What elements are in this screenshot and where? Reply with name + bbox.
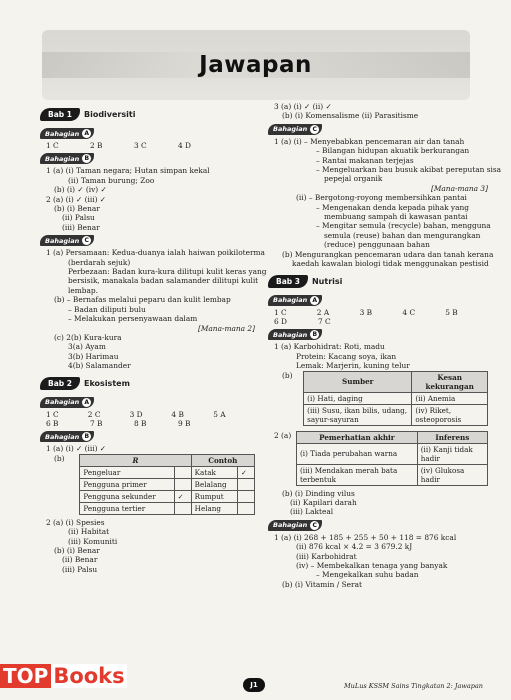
section-label [268, 295, 322, 306]
mc-answer: 7 B [90, 418, 103, 428]
answer-line: (b) – Bernafas melalui peparu dan kulit lembap [54, 295, 231, 305]
table-cell: (i) Tiada perubahan warna [297, 443, 418, 464]
table-header: R [80, 454, 191, 466]
answer-line: – Rantai makanan terjejas [316, 155, 414, 165]
mc-answer: 1 C [46, 141, 59, 150]
table-check [174, 466, 191, 478]
table-cell: (iv) Glukosa hadir [417, 464, 487, 485]
chapter-heading [268, 275, 342, 288]
section-letter: B [82, 154, 91, 163]
mc-answer: 2 B [90, 141, 103, 150]
answer-line: 1 (a) Karbohidrat: Roti, madu [274, 342, 385, 352]
answer-label: (b) [54, 453, 65, 463]
page-title: Jawapan [199, 52, 312, 78]
answer-line: – Bilangan hidupan akuatik berkurangan [316, 146, 470, 156]
section-label [268, 329, 322, 340]
left-column [40, 102, 267, 574]
answer-line: 2 (a) (i) Spesies [46, 517, 105, 527]
table-check [174, 478, 191, 490]
answer-line: 1 (a) (i) – Menyebabkan pencemaran air dan tanah [274, 136, 465, 146]
mc-answer: 3 D [129, 409, 143, 419]
answer-line: (ii) – Bergotong-royong membersihkan pantai [296, 193, 467, 203]
answer-line: (ii) Habitat [68, 527, 110, 537]
answer-line: (ii) Kapilari darah [290, 497, 357, 507]
mc-answer: 4 D [178, 141, 191, 150]
table-check [238, 502, 255, 514]
table-block [268, 431, 488, 486]
answer-line: 3(b) Harimau [68, 351, 119, 361]
answer-line: (ii) Benar [62, 555, 98, 565]
section-label-text: Bahagian [45, 236, 80, 245]
section-letter: C [82, 236, 91, 245]
table-cell: (ii) Anemia [412, 392, 488, 404]
table-cell: Katak [191, 466, 237, 478]
mc-answer: 5 A [213, 409, 226, 419]
section-letter: B [82, 432, 91, 441]
answer-line: (b) (i) Komensalisme (ii) Parasitisme [282, 111, 419, 121]
table-cell: (i) Hati, daging [304, 392, 412, 404]
section-label-text: Bahagian [45, 432, 80, 441]
section-letter: A [82, 129, 91, 138]
chapter-tag: Bab 3 [268, 275, 308, 288]
mc-answer: 6 D [274, 316, 287, 326]
logo-top: TOP [0, 664, 51, 688]
section-label-text: Bahagian [45, 129, 80, 138]
answer-label: (b) [282, 370, 293, 380]
table-cell: (iii) Susu, ikan bilis, udang, sayur-sayuran [304, 404, 412, 425]
answer-line: – Mengeluarkan bau busuk akibat pereputan sisa [316, 165, 502, 175]
answer-line: (b) (i) ✓ (iv) ✓ [54, 185, 107, 195]
answer-line: membuang sampah di kawasan pantai [324, 212, 468, 222]
chapter-title: Ekosistem [83, 378, 130, 388]
table-block [40, 454, 255, 515]
table-check [238, 478, 255, 490]
chapter-heading [40, 108, 135, 121]
answer-line: (ii) Taman burung; Zoo [68, 175, 155, 185]
answer-line: (b) (i) Vitamin / Serat [282, 579, 362, 589]
answer-line: (iv) – Membekalkan tenaga yang banyak [296, 560, 448, 570]
table-row [80, 478, 255, 490]
table-cell: Belalang [191, 478, 237, 490]
food-chain-table [79, 454, 255, 515]
answer-line: bersisik, manakala badan salamander dilitupi kulit [68, 276, 259, 286]
table-cell: Rumput [191, 490, 237, 502]
answer-line: 1 (a) (i) 268 + 185 + 255 + 50 + 118 = 876 kcal [274, 532, 457, 542]
answer-line: (iii) Karbohidrat [296, 551, 357, 561]
answer-line: (b) (i) Benar [54, 204, 100, 214]
answer-note: [Mana-mana 2] [197, 323, 255, 333]
table-header: Inferens [417, 431, 487, 443]
answer-line: (berdarah sejuk) [68, 257, 131, 267]
section-label [40, 397, 94, 408]
table-cell: Pengguna sekunder [80, 490, 174, 502]
answer-note: [Mana-mana 3] [430, 183, 488, 193]
mc-answer: 9 B [178, 418, 191, 428]
mc-answers [40, 141, 255, 150]
mc-answer: 4 B [171, 409, 184, 419]
section-label [40, 431, 94, 442]
table-cell: Pengeluar [80, 466, 174, 478]
answer-line: 2 (a) (i) ✓ (iii) ✓ [46, 194, 106, 204]
mc-answers [268, 317, 488, 326]
section-letter: C [310, 521, 319, 530]
answer-line: (iii) Lakteal [290, 507, 334, 517]
right-column [268, 102, 502, 589]
answer-line: – Badan diliputi bulu [68, 304, 146, 314]
answer-line: – Mengenakan denda kepada pihak yang [316, 202, 469, 212]
page-number: J1 [243, 678, 265, 692]
answer-line: – Melakukan persenyawaan dalam [68, 314, 198, 324]
answer-line: kaedah kawalan biologi tidak menggunakan pestisid [292, 259, 489, 269]
table-row [297, 464, 488, 485]
mc-answer: 2 C [87, 409, 101, 419]
mc-answer: 8 B [134, 418, 147, 428]
table-cell: Pengguna primer [80, 478, 174, 490]
table-row [304, 404, 488, 425]
section-label [40, 153, 94, 164]
answer-line: (iii) Benar [62, 222, 100, 232]
nutrient-table [303, 371, 488, 426]
mc-answer: 5 B [445, 307, 458, 317]
table-check [174, 502, 191, 514]
table-header: Kesan kekurangan [412, 371, 488, 392]
answer-line: – Mengitar semula (recycle) bahan, mengguna [316, 221, 491, 231]
table-cell: Helang [191, 502, 237, 514]
table-check: ✓ [174, 490, 191, 502]
answer-line: (b) (i) Dinding vilus [282, 488, 355, 498]
mc-answer: 3 C [134, 141, 147, 150]
mc-answer: 6 B [46, 418, 59, 428]
answer-line: semula (reuse) bahan dan mengurangkan [324, 230, 481, 240]
section-label-text: Bahagian [45, 154, 80, 163]
answer-line: (ii) Palsu [62, 213, 95, 223]
answer-line: – Mengekalkan suhu badan [316, 570, 419, 580]
table-row [304, 392, 488, 404]
section-letter: C [310, 125, 319, 134]
mc-answers [40, 410, 255, 419]
answer-line: 3 (a) (i) ✓ (ii) ✓ [274, 102, 332, 111]
chapter-heading [40, 377, 130, 390]
answer-line: (reduce) penggunaan bahan [324, 240, 430, 250]
answer-line: (b) (i) Benar [54, 545, 100, 555]
section-label [40, 128, 94, 139]
answer-line: lembap. [68, 285, 98, 295]
table-row [297, 443, 488, 464]
answer-line: 1 (a) (i) ✓ (iii) ✓ [46, 444, 106, 454]
mc-answers [268, 308, 488, 317]
answer-line: 3(a) Ayam [68, 342, 106, 352]
answer-line: 1 (a) Persamaan: Kedua-duanya ialah haiwan poikiloterma [46, 248, 265, 258]
table-header: Sumber [304, 371, 412, 392]
table-header: Contoh [191, 454, 254, 466]
observation-table [296, 431, 488, 486]
answer-line: 1 (a) (i) Taman negara; Hutan simpan kekal [46, 166, 210, 176]
section-label-text: Bahagian [273, 330, 308, 339]
answer-line: Lemak: Marjerin, kuning telur [296, 361, 410, 371]
answer-line: (c) 2(b) Kura-kura [54, 332, 122, 342]
table-block [268, 371, 488, 426]
mc-answer: 1 C [46, 409, 59, 419]
mc-answers [40, 419, 255, 428]
chapter-tag: Bab 1 [40, 108, 80, 121]
section-letter: B [310, 330, 319, 339]
answer-line: pepejal organik [324, 174, 383, 184]
mc-answer: 3 B [359, 307, 373, 317]
chapter-title: Nutrisi [311, 276, 343, 286]
answer-label: 2 (a) [274, 430, 292, 440]
chapter-title: Biodiversiti [83, 110, 136, 119]
table-check [238, 490, 255, 502]
answer-line: 4(b) Salamander [68, 361, 131, 371]
mc-answer: 4 C [402, 307, 416, 317]
section-letter: A [82, 398, 91, 407]
section-label-text: Bahagian [45, 398, 80, 407]
table-header: Pemerhatian akhir [297, 431, 418, 443]
section-label [268, 520, 322, 531]
answer-line: (iii) Palsu [62, 564, 98, 574]
table-check: ✓ [238, 466, 255, 478]
table-cell: Pengguna tertier [80, 502, 174, 514]
table-row [80, 466, 255, 478]
mc-answer: 1 C [274, 307, 287, 317]
section-label [268, 124, 322, 135]
answer-line: (iii) Komuniti [68, 536, 118, 546]
publisher-logo [0, 664, 127, 688]
page-footer: MuLus KSSM Sains Tingkatan 2: Jawapan [344, 682, 483, 690]
chapter-tag: Bab 2 [40, 377, 80, 390]
table-cell: (ii) Kanji tidak hadir [417, 443, 487, 464]
logo-books: Books [53, 664, 125, 688]
table-cell: (iii) Mendakan merah bata terbentuk [297, 464, 418, 485]
answer-line: (b) Mengurangkan pencemaran udara dan tanah kerana [282, 249, 494, 259]
section-letter: A [310, 296, 319, 305]
table-row [80, 502, 255, 514]
section-label-text: Bahagian [273, 521, 308, 530]
answer-line: (ii) 876 kcal × 4.2 = 3 679.2 kJ [296, 542, 413, 552]
section-label [40, 235, 94, 246]
table-row [80, 490, 255, 502]
section-label-text: Bahagian [273, 296, 308, 304]
answer-line: Protein: Kacang soya, ikan [296, 351, 397, 361]
mc-answer: 2 A [316, 307, 330, 317]
mc-answer: 7 C [318, 316, 331, 326]
section-label-text: Bahagian [273, 125, 308, 134]
answer-line: Perbezaan: Badan kura-kura dilitupi kulit keras yang [68, 267, 267, 277]
table-cell: (iv) Riket, osteoporosis [412, 404, 488, 425]
